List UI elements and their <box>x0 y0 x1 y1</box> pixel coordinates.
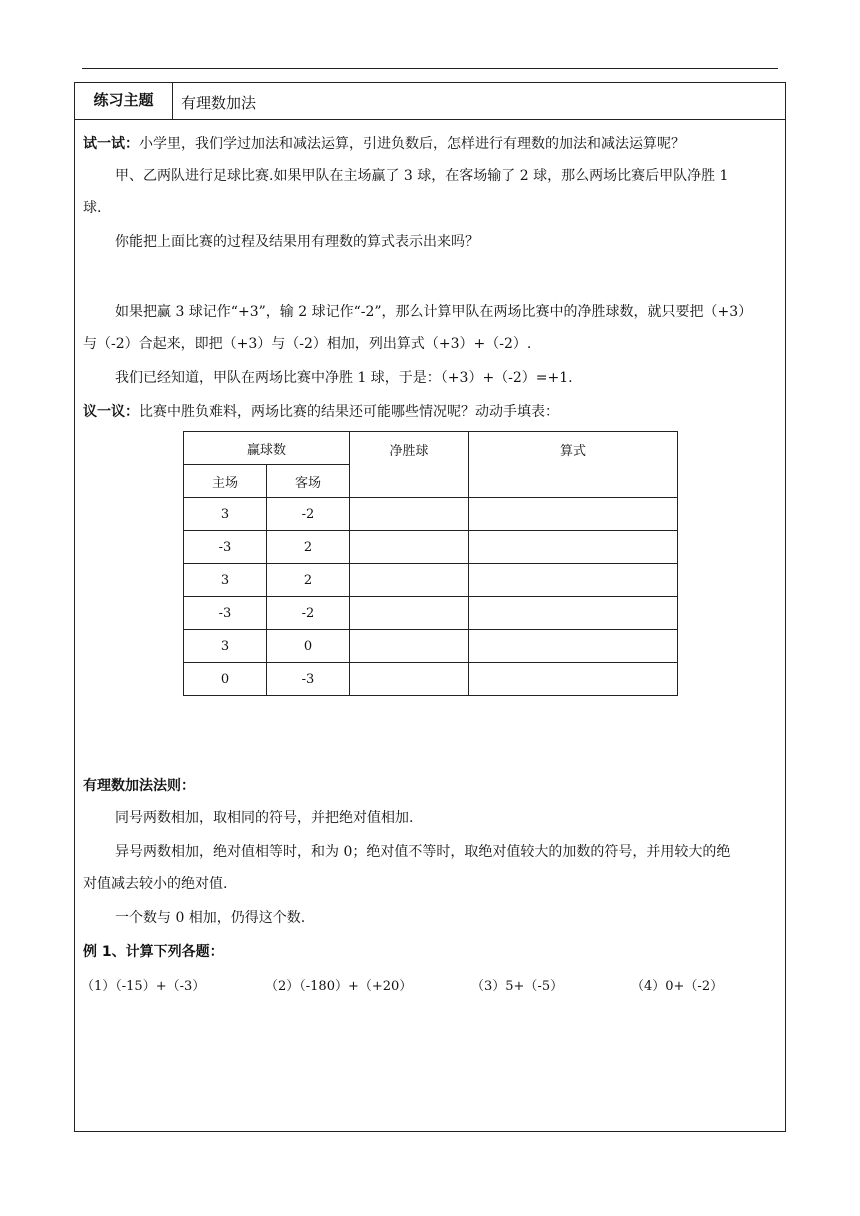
score-table <box>183 431 678 696</box>
example-item-2: （2）（-180）+（+20） <box>265 979 413 994</box>
home-cell: 3 <box>184 564 267 597</box>
example-title: 例 1、计算下列各题： <box>83 944 224 960</box>
net-goals-blank[interactable] <box>350 531 469 564</box>
net-goals-blank[interactable] <box>350 498 469 531</box>
table-row <box>184 597 678 630</box>
expression-blank[interactable] <box>469 498 678 531</box>
discuss-label: 议一议： <box>83 404 139 420</box>
table-row <box>184 564 678 597</box>
try-label: 试一试： <box>83 136 139 152</box>
rules-title: 有理数加法法则： <box>83 778 195 794</box>
net-goals-blank[interactable] <box>350 663 469 696</box>
header-row <box>75 83 785 120</box>
table-row <box>184 663 678 696</box>
try-text: 小学里，我们学过加法和减法运算，引进负数后，怎样进行有理数的加法和减法运算呢？ <box>139 136 685 152</box>
worksheet-frame <box>74 82 786 1132</box>
try-paragraph <box>83 133 685 153</box>
net-goals-blank[interactable] <box>350 564 469 597</box>
header-net-goals: 净胜球 <box>350 432 469 498</box>
match-paragraph-line1: 甲、乙两队进行足球比赛.如果甲队在主场赢了 3 球，在客场输了 2 球，那么两场比赛后甲队净胜 1 <box>115 168 729 184</box>
net-goals-blank[interactable] <box>350 630 469 663</box>
away-cell: -2 <box>267 498 350 531</box>
rule-diff-sign-line2: 对值减去较小的绝对值. <box>83 876 228 892</box>
match-paragraph-line2: 球. <box>83 200 102 216</box>
home-cell: -3 <box>184 531 267 564</box>
expression-blank[interactable] <box>469 564 678 597</box>
away-cell: 2 <box>267 531 350 564</box>
topic-title: 有理数加法 <box>181 94 257 112</box>
table-row <box>184 630 678 663</box>
away-cell: -2 <box>267 597 350 630</box>
away-cell: -3 <box>267 663 350 696</box>
notation-paragraph-line1: 如果把赢 3 球记作“+3”，输 2 球记作“-2”，那么计算甲队在两场比赛中的净胜球数，就只要把（+3） <box>115 304 753 320</box>
example-item-1: （1）（-15）+（-3） <box>81 979 206 994</box>
rule-zero: 一个数与 0 相加，仍得这个数. <box>115 910 306 926</box>
expression-blank[interactable] <box>469 531 678 564</box>
rule-diff-sign-line1: 异号两数相加，绝对值相等时，和为 0；绝对值不等时，取绝对值较大的加数的符号，并用较大的绝 <box>115 844 731 860</box>
top-rule <box>82 68 778 69</box>
question-paragraph: 你能把上面比赛的过程及结果用有理数的算式表示出来吗？ <box>115 234 479 250</box>
header-expression: 算式 <box>469 432 678 498</box>
topic-label: 练习主题 <box>75 83 173 119</box>
home-cell: 0 <box>184 663 267 696</box>
expression-blank[interactable] <box>469 663 678 696</box>
rule-same-sign: 同号两数相加，取相同的符号，并把绝对值相加. <box>115 810 414 826</box>
table-header-row <box>184 432 678 465</box>
discuss-paragraph <box>83 401 559 421</box>
away-cell: 2 <box>267 564 350 597</box>
table-row <box>184 531 678 564</box>
subheader-home: 主场 <box>184 465 267 498</box>
away-cell: 0 <box>267 630 350 663</box>
header-goals-won: 赢球数 <box>184 432 350 465</box>
notation-paragraph-line2: 与（-2）合起来，即把（+3）与（-2）相加，列出算式（+3）+（-2）. <box>83 336 532 352</box>
example-item-3: （3）5+（-5） <box>471 979 564 994</box>
home-cell: 3 <box>184 630 267 663</box>
table-row <box>184 498 678 531</box>
home-cell: 3 <box>184 498 267 531</box>
expression-blank[interactable] <box>469 630 678 663</box>
discuss-text: 比赛中胜负难料，两场比赛的结果还可能哪些情况呢？动动手填表： <box>139 404 559 420</box>
home-cell: -3 <box>184 597 267 630</box>
net-goals-blank[interactable] <box>350 597 469 630</box>
expression-blank[interactable] <box>469 597 678 630</box>
subheader-away: 客场 <box>267 465 350 498</box>
result-paragraph: 我们已经知道，甲队在两场比赛中净胜 1 球，于是：（+3）+（-2）=+1. <box>115 370 573 386</box>
example-item-4: （4）0+（-2） <box>631 979 724 994</box>
